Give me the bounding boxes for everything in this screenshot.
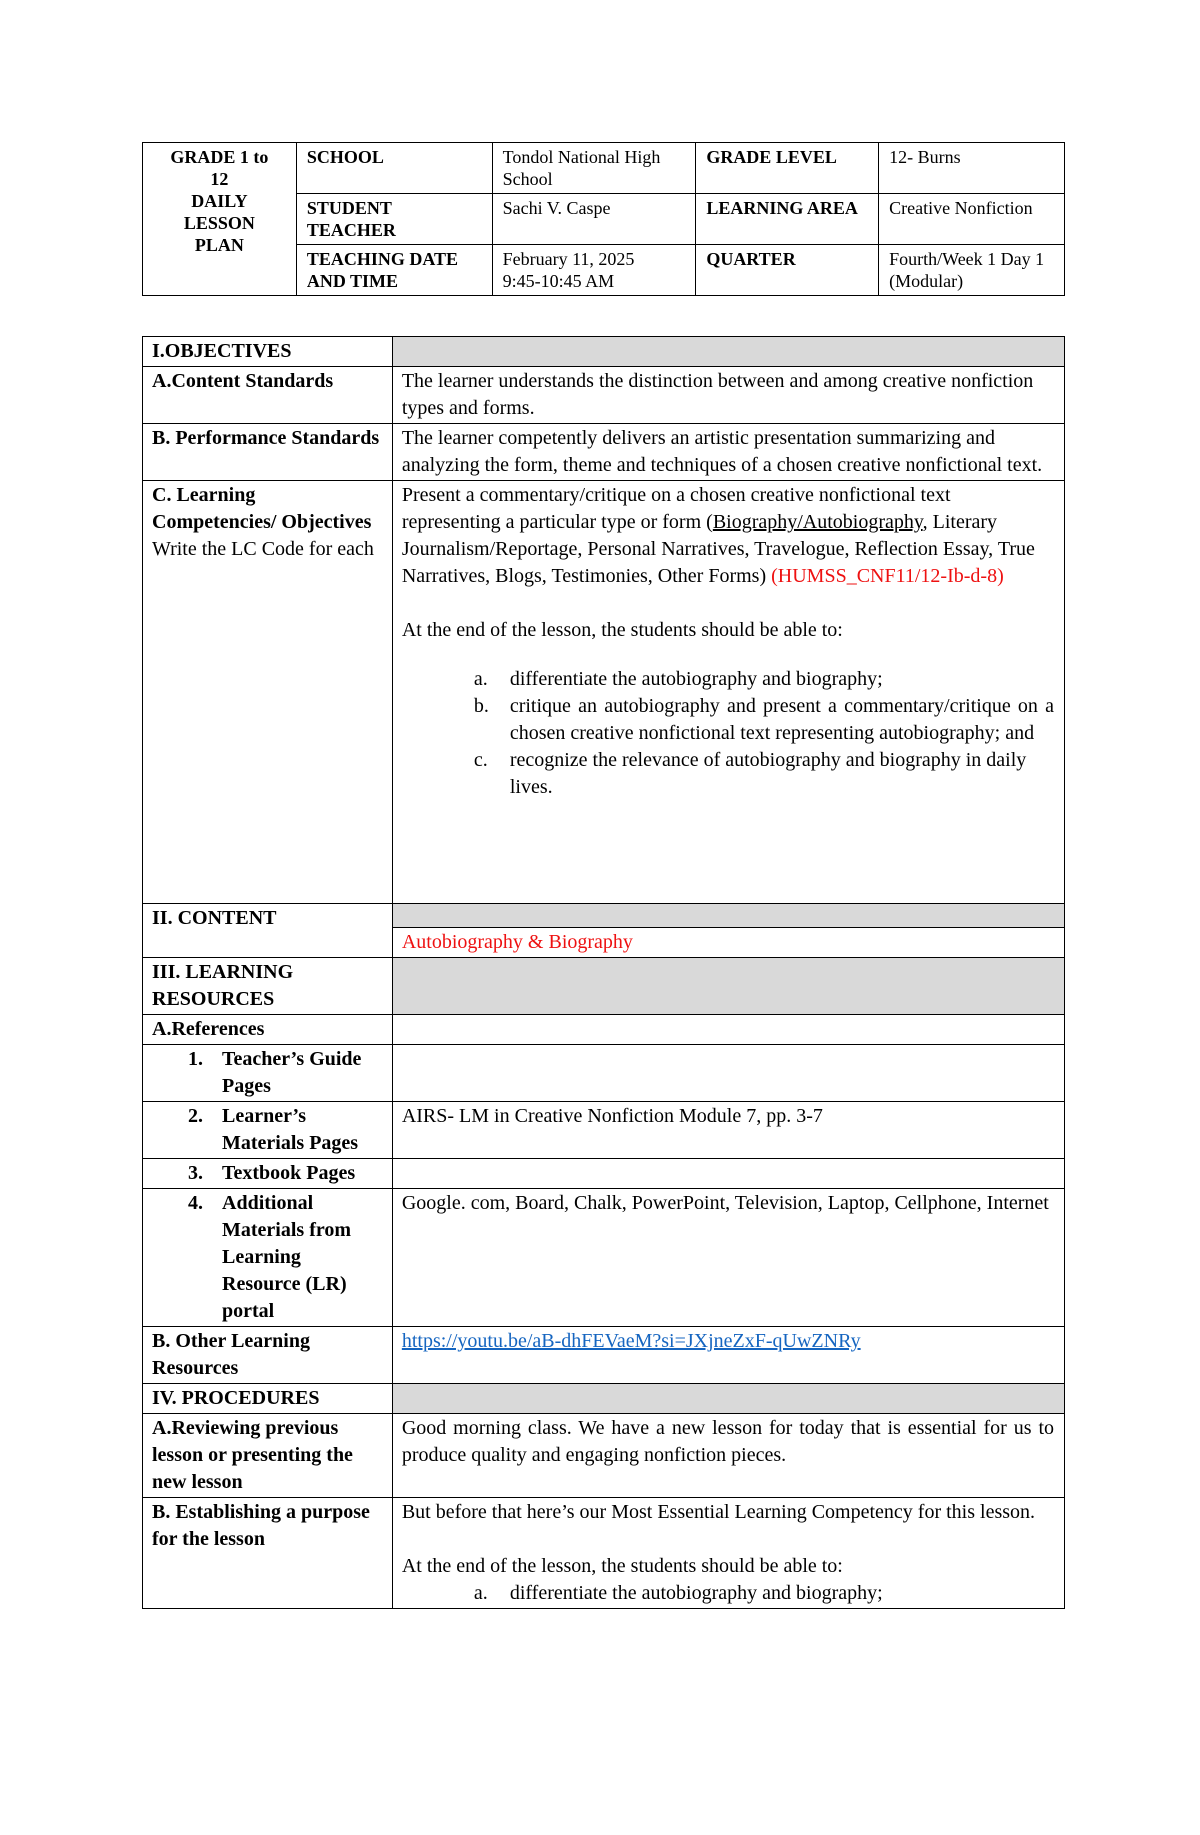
objectives-heading: I.OBJECTIVES: [143, 337, 393, 367]
youtube-link[interactable]: https://youtu.be/aB-dhFEVaeM?si=JXjneZxF-qUwZNRy: [401, 1330, 861, 1352]
competencies-cell: [143, 481, 393, 904]
learning-area-label: LEARNING AREA: [696, 194, 879, 245]
school-label: SCHOOL: [296, 143, 492, 194]
objectives-list: [402, 666, 1054, 801]
learners-materials-label: 2. Learner’s Materials Pages: [143, 1102, 393, 1159]
learning-area-value: Creative Nonfiction: [879, 194, 1065, 245]
end-of-lesson-text: At the end of the lesson, the students should be able to:: [401, 619, 843, 641]
learners-materials-value: AIRS- LM in Creative Nonfiction Module 7, pp. 3-7: [392, 1102, 1064, 1159]
additional-materials-label: 4. Additional Materials from Learning Resource (LR) portal: [143, 1189, 393, 1327]
teaching-date-label: TEACHING DATE AND TIME: [296, 245, 492, 296]
lc-code: (HUMSS_CNF11/12-Ib-d-8): [771, 565, 1004, 587]
dlp-title: GRADE 1 to 12 DAILY LESSON PLAN: [143, 143, 297, 296]
teachers-guide-label: 1. Teacher’s Guide Pages: [143, 1045, 393, 1102]
references-label: A.References: [143, 1015, 393, 1045]
textbook-label: 3. Textbook Pages: [143, 1159, 393, 1189]
quarter-label: QUARTER: [696, 245, 879, 296]
competencies-label: C. Learning Competencies/ Objectives: [152, 484, 372, 533]
content-topic: Autobiography & Biography: [401, 931, 633, 953]
grade-level-value: 12- Burns: [879, 143, 1065, 194]
reviewing-label: A.Reviewing previous lesson or presenting the new lesson: [143, 1414, 393, 1498]
content-standards-text: The learner understands the distinction between and among creative nonfiction types and forms.: [392, 367, 1064, 424]
grade-level-label: GRADE LEVEL: [696, 143, 879, 194]
reviewing-text: Good morning class. We have a new lesson for today that is essential for us to produce quality and engaging nonfiction pieces.: [392, 1414, 1064, 1498]
content-cell: [392, 904, 1064, 958]
purpose-content: [392, 1498, 1064, 1609]
student-teacher-value: Sachi V. Caspe: [492, 194, 696, 245]
resources-heading: III. LEARNING RESOURCES: [143, 958, 393, 1015]
student-teacher-label: STUDENT TEACHER: [296, 194, 492, 245]
additional-materials-value: Google. com, Board, Chalk, PowerPoint, Television, Laptop, Cellphone, Internet: [392, 1189, 1064, 1327]
list-item: c. recognize the relevance of autobiography and biography in daily lives.: [473, 749, 1027, 798]
purpose-list: [402, 1580, 1054, 1607]
other-resources-label: B. Other Learning Resources: [143, 1327, 393, 1384]
quarter-value: Fourth/Week 1 Day 1 (Modular): [879, 245, 1065, 296]
performance-standards-text: The learner competently delivers an artistic presentation summarizing and analyzing the form, theme and techniques of a chosen creative nonfictional text.: [392, 424, 1064, 481]
performance-standards-label: B. Performance Standards: [143, 424, 393, 481]
list-item: a. differentiate the autobiography and biography;: [473, 1582, 883, 1604]
list-item: b. critique an autobiography and present a commentary/critique on a chosen creative nonfictional text representing autobiography; and: [473, 695, 1054, 744]
procedures-heading: IV. PROCEDURES: [143, 1384, 393, 1414]
teaching-date-value: February 11, 2025 9:45-10:45 AM: [492, 245, 696, 296]
purpose-label: B. Establishing a purpose for the lesson: [143, 1498, 393, 1609]
content-standards-label: A.Content Standards: [143, 367, 393, 424]
competencies-sublabel: Write the LC Code for each: [152, 538, 374, 560]
competencies-content: [392, 481, 1064, 904]
content-heading: II. CONTENT: [143, 904, 393, 958]
school-value: Tondol National High School: [492, 143, 696, 194]
purpose-end-text: At the end of the lesson, the students should be able to:: [401, 1555, 843, 1577]
header-table: [142, 142, 1065, 296]
list-item: a. differentiate the autobiography and biography;: [473, 668, 883, 690]
lesson-plan-table: [142, 336, 1065, 1609]
competencies-paragraph: Present a commentary/critique on a chosen creative nonfictional text representing a particular type or form (Biography/Autobiography, Literary Journalism/Reportage, Personal Narratives, Travelogue, Reflection Essay, True Narratives, Blogs, Testimonies, Other Forms) (HUMSS_CNF11/12-Ib-d-8): [401, 484, 1035, 587]
objectives-shade: [392, 337, 1064, 367]
purpose-text: But before that here’s our Most Essential Learning Competency for this lesson.: [401, 1501, 1036, 1523]
